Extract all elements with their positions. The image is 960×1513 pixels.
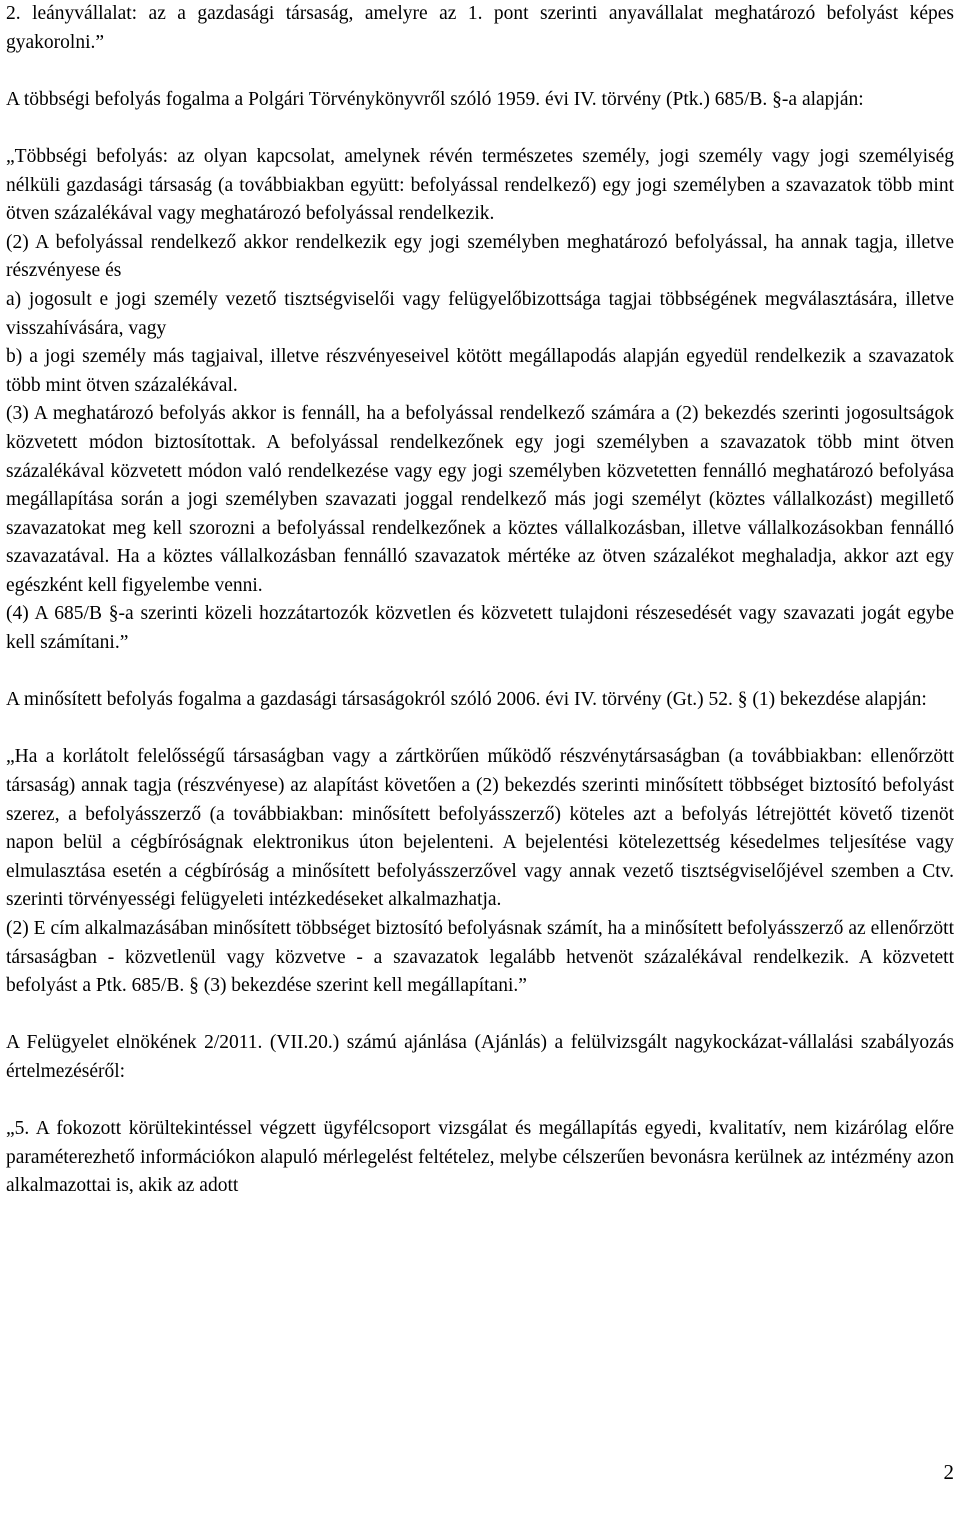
paragraph-subsidiary-definition: 2. leányvállalat: az a gazdasági társaság, amelyre az 1. pont szerinti anyavállalat meghatározó befolyást képes gyakorolni.”	[6, 3, 954, 53]
spacer	[6, 114, 954, 143]
spacer	[6, 1001, 954, 1030]
paragraph-ajanlas-point-5: „5. A fokozott körültekintéssel végzett ügyfélcsoport vizsgálat és megállapítás egyedi, kvalitatív, nem kizárólag előre paraméterezhető információkon alapuló mérlegelést feltételez, melybe célszerűen bevonásra kerülnek az intézmény azon alkalmazottai is, akik az adott	[6, 1118, 954, 1197]
paragraph-section-2: (2) A befolyással rendelkező akkor rendelkezik egy jogi személyben meghatározó befolyással, ha annak tagja, illetve részvényese és	[6, 231, 954, 282]
page-number: 2	[943, 1460, 954, 1484]
paragraph-majority-influence: „Többségi befolyás: az olyan kapcsolat, amelynek révén természetes személy, jogi személy vagy jogi személyiség nélküli gazdasági társaság (a továbbiakban együtt: befolyással rendelkező) egy jogi személyben a szavazatok több mint ötven százalékával vagy meghatározó befolyással rendelkezik.	[6, 145, 954, 225]
paragraph-gt-section-2: (2) E cím alkalmazásában minősített többséget biztosító befolyásnak számít, ha a minősített befolyásszerző az ellenőrzött társaságban - közvetlenül vagy közvetve - a szavazatok legalább hetvenöt százalékával rendelkezik. A közvetett befolyást a Ptk. 685/B. § (3) bekezdése szerint kell megállapítani.”	[6, 918, 954, 997]
paragraph-ajanlas-intro: A Felügyelet elnökének 2/2011. (VII.20.) számú ajánlása (Ajánlás) a felülvizsgált nagykockázat-vállalási szabályozás értelmezéséről:	[6, 1032, 954, 1082]
document-page	[6, 0, 954, 1201]
spacer	[6, 57, 954, 86]
paragraph-section-2a: a) jogosult e jogi személy vezető tisztségviselői vagy felügyelőbizottsága tagjai többségének megválasztására, illetve visszahívására, vagy	[6, 288, 954, 339]
paragraph-gt-section-1: „Ha a korlátolt felelősségű társaságban vagy a zártkörűen működő részvénytársaságban (a továbbiakban: ellenőrzött társaság) annak tagja (részvényese) az alapítást követően a (2) bekezdés szerinti minősített többséget biztosító befolyást szerez, a befolyásszerző (a továbbiakban: minősített befolyásszerző) köteles azt a befolyás létrejöttét követő tizenöt napon belül a cégbíróságnak elektronikus úton bejelenteni. A bejelentési kötelezettség késedelmes teljesítése vagy elmulasztása esetén a cégbíróság a minősített befolyásszerzővel vagy annak vezető tisztségviselőjével szemben a Ctv. szerinti törvényességi felügyeleti intézkedéseket alkalmazhatja.	[6, 746, 954, 911]
spacer	[6, 1087, 954, 1116]
paragraph-section-4: (4) A 685/B §-a szerinti közeli hozzátartozók közvetlen és közvetett tulajdoni részesedését vagy szavazati jogát egybe kell számítani.”	[6, 603, 954, 654]
spacer	[6, 658, 954, 687]
paragraph-ptk-intro: A többségi befolyás fogalma a Polgári Törvénykönyvről szóló 1959. évi IV. törvény (Ptk.) 685/B. §-a alapján:	[6, 88, 864, 110]
spacer	[6, 715, 954, 744]
paragraph-gt-intro: A minősített befolyás fogalma a gazdasági társaságokról szóló 2006. évi IV. törvény (Gt.) 52. § (1) bekezdése alapján:	[6, 689, 927, 711]
paragraph-section-3: (3) A meghatározó befolyás akkor is fennáll, ha a befolyással rendelkező számára a (2) bekezdés szerinti jogosultságok közvetett módon biztosítottak. A befolyással rendelkezőnek egy jogi személyben a szavazatok több mint ötven százalékával közvetett módon való rendelkezése vagy egy jogi személyben közvetetten fennálló meghatározó befolyása megállapítása során a jogi személyben szavazati joggal rendelkező más jogi személyt (köztes vállalkozást) megillető szavazatokat meg kell szorozni a befolyással rendelkezőnek a köztes vállalkozásban, illetve vállalkozásokban fennálló szavazatával. Ha a köztes vállalkozásban fennálló szavazatok mértéke az ötven százalékot meghaladja, akkor azt egy egészként kell figyelembe venni.	[6, 403, 954, 596]
paragraph-section-2b: b) a jogi személy más tagjaival, illetve részvényeseivel kötött megállapodás alapján egyedül rendelkezik a szavazatok több mint ötven százalékával.	[6, 346, 954, 396]
